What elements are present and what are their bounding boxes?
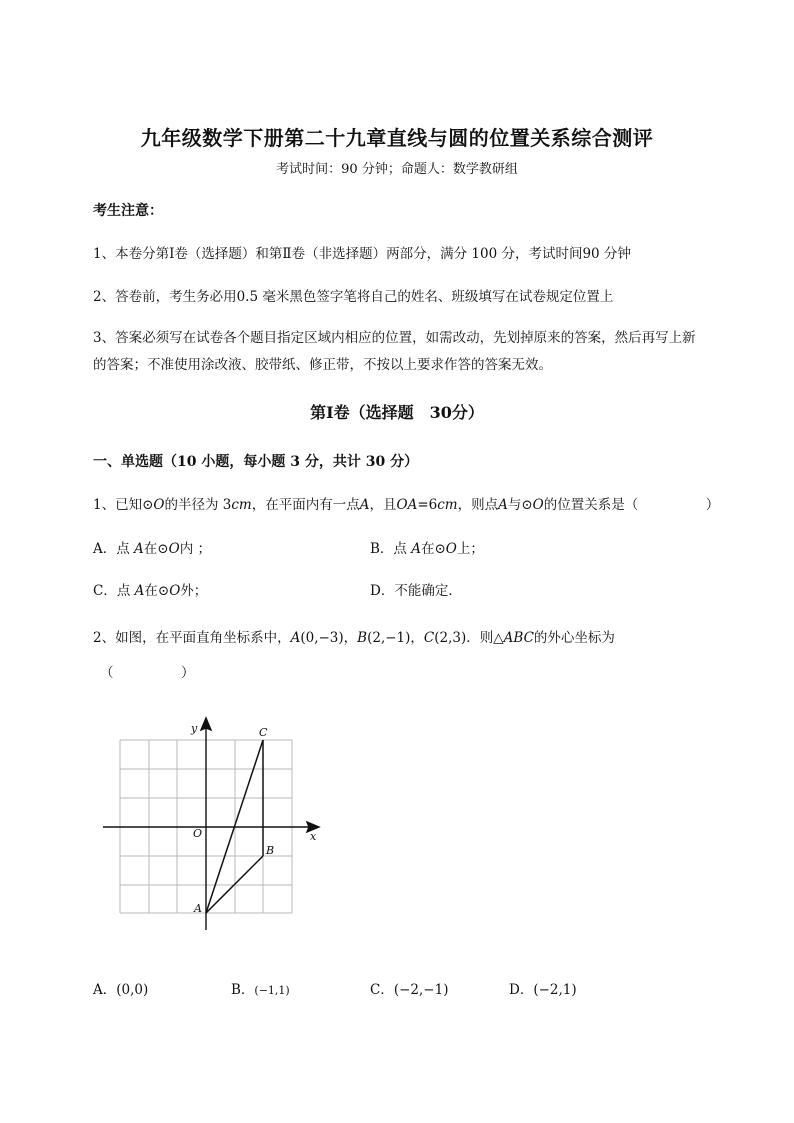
exam-subtitle: 考试时间：90 分钟；命题人：数学教研组 [276,162,518,177]
y-axis-label: y [191,722,198,735]
q2-option-a[interactable] [93,978,148,998]
q2-text: ．则△ [466,630,504,646]
notice-heading: 考生注意： [93,203,163,219]
var-a: A [134,541,144,557]
var-a: A [359,497,370,513]
var-o: O [153,497,165,513]
option-text: 内 ； [179,541,211,557]
q2-text: ， [410,630,424,646]
coordinate-figure [95,712,325,937]
option-text: C．点 [93,583,135,599]
point-b-label: B [266,844,275,857]
option-text: B．点 [370,541,412,557]
option-letter: A． [93,982,117,998]
q1-text: ，则点 [457,497,499,513]
option-text: 上； [456,541,484,557]
question-1 [93,493,719,513]
notice-item-1: 1、本卷分第Ⅰ卷（选择题）和第Ⅱ卷（非选择题）两部分，满分 100 分，考试时间90 分钟 [93,246,631,262]
unit-cm: cm [437,497,458,513]
var-b: B [357,630,368,646]
q2-option-c[interactable] [370,978,448,998]
q2-text: 2、如图，在平面直角坐标系中， [93,630,291,646]
var-o: O [445,541,457,557]
q1-text: =6 [417,497,438,513]
option-letter: D． [509,982,534,998]
y-axis-arrow-icon [201,718,211,730]
option-text: D．不能确定． [370,583,462,599]
exam-title: 九年级数学下册第二十九章直线与圆的位置关系综合测评 [140,126,654,150]
var-o: O [532,497,544,513]
q1-text: 与⊙ [507,497,533,513]
q2-text: 的外心坐标为 [533,630,615,646]
q1-text: 1、已知⊙ [93,497,154,513]
option-letter: B． [231,982,255,998]
option-value: (−1,1) [254,984,290,997]
option-text: 外； [180,583,208,599]
var-oa: OA [396,497,418,513]
coord-c: (2,3) [434,630,467,646]
unit-cm: cm [231,497,252,513]
option-value: (0,0) [116,982,149,998]
q1-text: 的位置关系是（ ） [543,497,720,513]
var-o: O [169,583,181,599]
q1-text: ，且 [369,497,397,513]
option-text: 在⊙ [143,541,169,557]
var-a: A [498,497,508,513]
var-a: A [290,630,301,646]
part-heading: 一、单选题（10 小题，每小题 3 分，共计 30 分） [93,454,419,470]
x-axis-label: x [310,830,317,843]
q1-text: 的半径为 3 [164,497,232,513]
option-value: (−2,1) [533,982,577,998]
q1-option-b[interactable] [370,537,484,557]
var-abc: ABC [503,630,534,646]
var-c: C [423,630,435,646]
option-letter: C． [370,982,394,998]
q1-option-d[interactable] [370,579,462,599]
q2-option-d[interactable] [509,978,577,998]
point-c-label: C [259,726,268,739]
notice-item-2: 2、答卷前，考生务必用0.5 毫米黑色签字笔将自己的姓名、班级填写在试卷规定位置上 [93,289,614,305]
var-a: A [134,583,145,599]
option-text: 在⊙ [420,541,446,557]
coord-b: (2,−1) [367,630,411,646]
q1-option-c[interactable] [93,579,207,599]
q2-option-b[interactable] [231,978,290,998]
notice-item-3: 3、答案必须写在试卷各个题目指定区域内相应的位置，如需改动，先划掉原来的答案，然后再写上新 [93,330,696,346]
option-text: 在⊙ [144,583,170,599]
coord-a: (0,−3) [300,630,344,646]
notice-item-3-cont: 的答案；不准使用涂改液、胶带纸、修正带，不按以上要求作答的答案无效。 [93,357,552,373]
option-value: (−2,−1) [393,982,449,998]
section-title: 第Ⅰ卷（选择题 30分） [310,403,484,422]
option-text: A．点 [93,541,135,557]
q2-text: ， [343,630,358,646]
q2-answer-blank: （ ） [100,665,195,681]
var-o: O [168,541,180,557]
var-a: A [411,541,421,557]
q1-text: ，在平面内有一点 [251,497,360,513]
origin-label: O [193,827,203,840]
point-a-label: A [194,902,202,915]
question-2 [93,626,615,646]
q1-option-a[interactable] [93,537,211,557]
